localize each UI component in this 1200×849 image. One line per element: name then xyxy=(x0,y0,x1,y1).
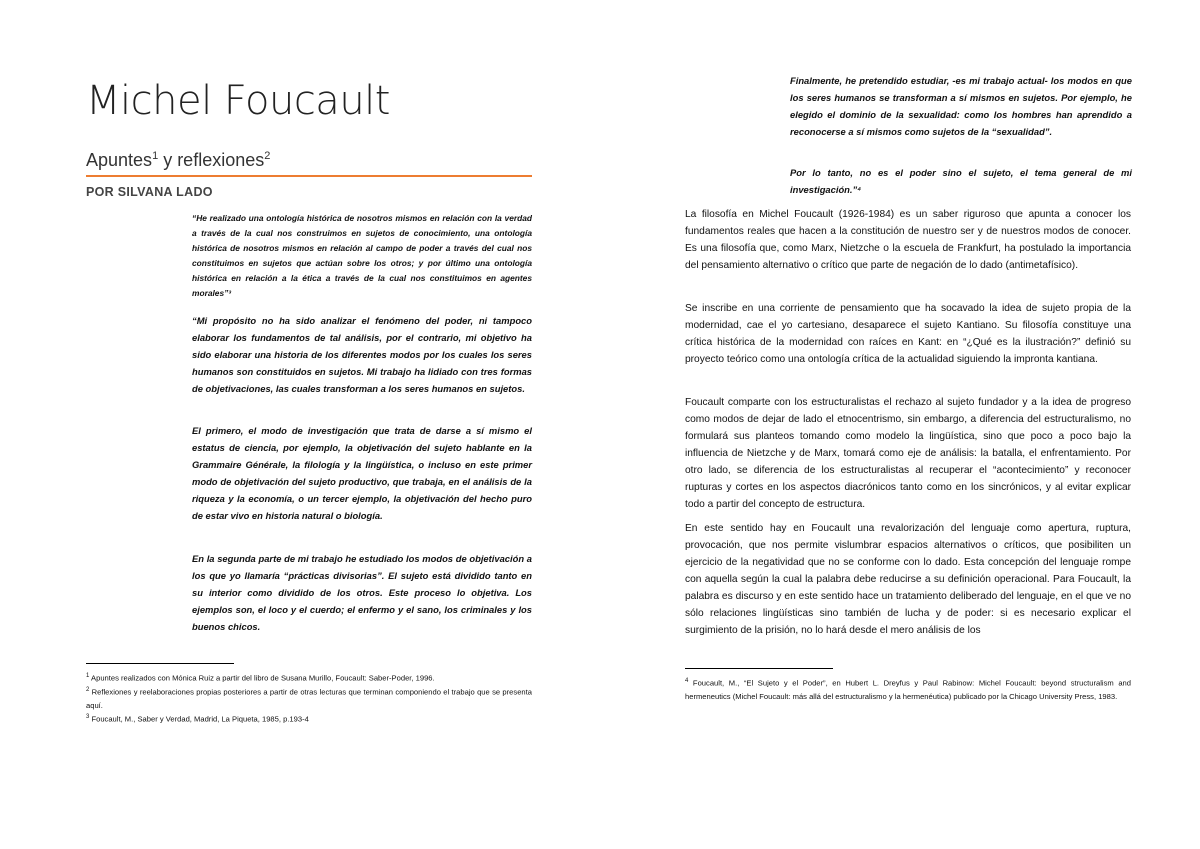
quote-block: “Mi propósito no ha sido analizar el fenómeno del poder, ni tampoco elaborar los fundamentos de tal análisis, por el contrario, mi objetivo ha sido elaborar una historia de los diferentes modos por los cuales los seres humanos son constituidos en sujetos. Mi trabajo ha lidiado con tres formas de objetivaciones, las cuales transforman a los seres humanos en sujetos. xyxy=(192,315,532,394)
quote-block: Por lo tanto, no es el poder sino el sujeto, el tema general de mi investigación.”⁴ xyxy=(790,167,1132,195)
quote-block: En la segunda parte de mi trabajo he estudiado los modos de objetivación a los que yo llamaría “prácticas divisorias”. El sujeto está dividido tanto en su interior como dividido de los otros. Este proceso lo objetiva. Los ejemplos son, el loco y el cuerdo; el enfermo y el sano, los criminales y los buenos chicos. xyxy=(192,553,532,632)
body-paragraph: Se inscribe en una corriente de pensamiento que ha socavado la idea de sujeto propia de la modernidad, cae el yo cartesiano, desaparece el sujeto Kantiano. Su filosofía constituye una crítica histórica de la modernidad con raíces en Kant: en “¿Qué es la ilustración?” definió su proyecto teórico como una ontología crítica de la actualidad siguiendo la impronta kantiana. xyxy=(685,303,1131,365)
footnote: $^1$ Apuntes realizados con Mónica Ruiz a partir del libro de Susana Murillo, Foucault: Saber-Poder, 1996. xyxy=(86,673,435,683)
quote-block: El primero, el modo de investigación que trata de darse a sí mismo el estatus de ciencia, por ejemplo, la objetivación del sujeto hablante en la Grammaire Générale, la filología y la lingüística, o incluso en este primer modo de objetivación del sujeto productivo, que trabaja, en el análisis de la riqueza y la economía, o un tercer ejemplo, la objetivación del hecho puro de estar vivo en historia natural o biología. xyxy=(192,425,532,521)
title-divider xyxy=(86,175,532,177)
body-paragraph: La filosofía en Michel Foucault (1926-1984) es un saber riguroso que apunta a conocer los fundamentos reales que hacen a la constitución de nuestro ser y de nuestros modos de conocer. Es una filosofía que, como Marx, Nietzche o la escuela de Frankfurt, ha postulado la importancia del pensamiento alternativo o crítico que parte de negación de lo dado (antimetafísico). xyxy=(685,209,1131,271)
footnote: $^3$ Foucault, M., Saber y Verdad, Madrid, La Piqueta, 1985, p.193-4 xyxy=(86,714,309,724)
body-paragraph: Foucault comparte con los estructuralistas el rechazo al sujeto fundador y a la idea de progreso como modos de dejar de lado el etnocentrismo, sin embargo, a diferencia del estructuralismo, no formulará sus planteos tomando como modelo la lingüística, sino que poco a poco bajo la influencia de Nietzche y de Marx, tomará como eje de análisis: la batalla, el enfrentamiento. Por otro lado, se diferencia de los estructuralistas al recuperar el “acontecimiento” y reconocer rupturas y cortes en los aspectos diacrónicos tanto como en los sincrónicos, y al evitar explicar todo a partir del concepto de estructura. xyxy=(685,397,1131,510)
footnote-divider xyxy=(685,668,833,669)
author-byline: POR SILVANA LADO xyxy=(86,185,213,199)
body-paragraph: En este sentido hay en Foucault una revalorización del lenguaje como apertura, ruptura, provocación, que nos permite vislumbrar espacios alternativos o críticos, que posibiliten un ejercicio de la negatividad que no se conforme con lo dado. Esta concepción del lenguaje rompe con aquella según la cual la palabra debe reducirse a su definición operacional. Para Foucault, la palabra es discurso y en este sentido hace un tratamiento deliberado del lenguaje, en el que ve no sólo relaciones lingüísticas sino también de lucha y de poder: si es necesario explicar el surgimiento de la prisión, no lo hará desde el mero análisis de los xyxy=(685,523,1131,636)
document-subtitle: Apuntes$^1$ y reflexiones$^2$ xyxy=(86,150,271,170)
quote-block: Finalmente, he pretendido estudiar, -es mi trabajo actual- los modos en que los seres humanos se transforman a sí mismos en sujetos. Por ejemplo, he elegido el dominio de la sexualidad: como los hombres han aprendido a reconocerse a sí mismos como sujetos de la “sexualidad”. xyxy=(790,75,1132,137)
footnote: $^2$ Reflexiones y reelaboraciones propias posteriores a partir de otras lecturas que terminan componiendo el trabajo que se presenta aquí. xyxy=(86,687,532,710)
quote-block: “He realizado una ontología histórica de nosotros mismos en relación con la verdad a través de la cual nos construimos en sujetos de conocimiento, una ontología histórica de nosotros mismos en relación al campo de poder a través del cual nos constituimos en sujetos que actúan sobre los otros; y por último una ontología histórica en relación a la ética a través de la cual nos constituimos en agentes morales”³ xyxy=(192,213,532,298)
footnote-divider xyxy=(86,663,234,664)
document-title: Michel Foucault xyxy=(86,78,390,124)
footnote: $^4$ Foucault, M., “El Sujeto y el Poder”, en Hubert L. Dreyfus y Paul Rabinow: Michel Foucault: beyond structuralism and hermeneutics (Michel Foucault: más allá del estructuralismo y la hermenéutica) publicado por la Chicago University Press, 1983. xyxy=(685,678,1131,701)
